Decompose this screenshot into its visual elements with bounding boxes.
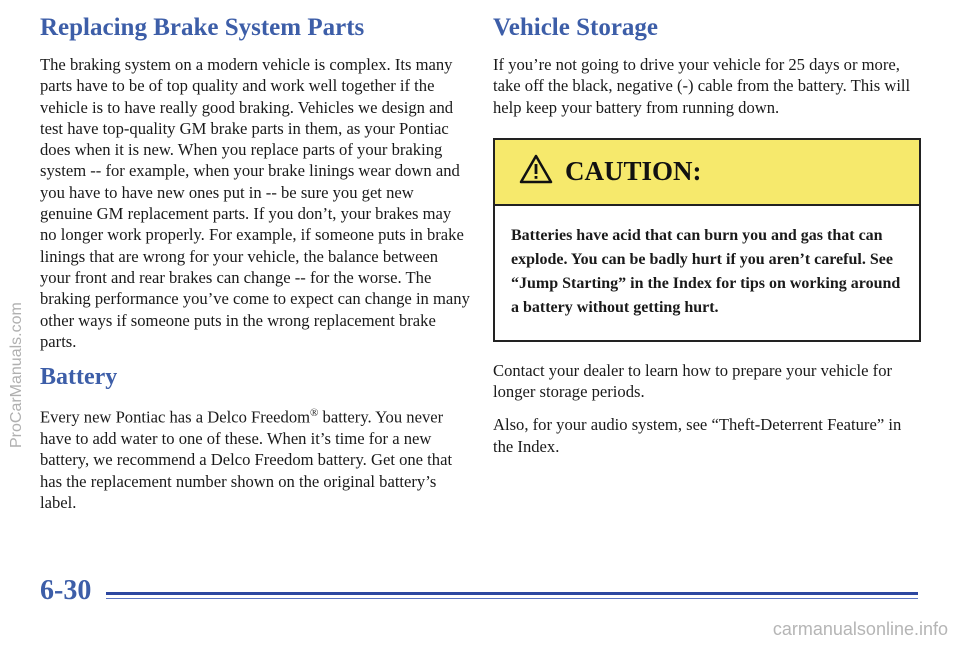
footer-rule <box>106 592 918 595</box>
vehicle-storage-heading: Vehicle Storage <box>493 14 659 41</box>
brake-parts-paragraph: The braking system on a modern vehicle is complex. Its many parts have to be of top quality and work well together if the vehicle is to have really good braking. Vehicles we design and test have top-quality GM brake parts in them, as your Pontiac does when it is new. When you replace parts of your braking system -- for example, when your brake linings wear down and you have to have new ones put in -- be sure you get new genuine GM replacement parts. If you don’t, your brakes may no longer work properly. For example, if someone puts in brake linings that are wrong for your vehicle, the balance between your front and rear brakes can change -- for the worse. The braking performance you’ve come to expect can change in many other ways if someone puts in the wrong replacement brake parts. <box>40 55 470 351</box>
brake-parts-heading: Replacing Brake System Parts <box>40 14 365 41</box>
bottom-watermark: carmanualsonline.info <box>772 619 948 639</box>
right-column <box>493 14 923 469</box>
registered-mark: ® <box>310 407 319 420</box>
left-column <box>40 14 470 525</box>
audio-system-paragraph: Also, for your audio system, see “Theft-Deterrent Feature” in the Index. <box>493 415 902 456</box>
page-number: 6-30 <box>40 575 92 606</box>
battery-text-after: battery. You never have to add water to one of these. When it’s time for a new battery, we recommend a Delco Freedom battery. Get one that has the replacement number shown on the original battery’s label. <box>40 407 453 512</box>
battery-heading: Battery <box>40 364 118 391</box>
battery-paragraph <box>40 403 470 513</box>
caution-header <box>495 140 919 206</box>
battery-text-before: Every new Pontiac has a Delco Freedom <box>40 407 311 427</box>
caution-title: CAUTION: <box>565 156 702 187</box>
storage-paragraph: If you’re not going to drive your vehicle for 25 days or more, take off the black, negative (-) cable from the battery. This will help keep your battery from running down. <box>493 55 911 117</box>
caution-text: Batteries have acid that can burn you and gas that can explode. You can be badly hurt if you aren’t careful. See “Jump Starting” in the Index for tips on working around a battery without getting hurt. <box>511 226 901 316</box>
warning-triangle-icon <box>519 154 553 189</box>
footer-rule-thin <box>106 598 918 599</box>
side-watermark: ProCarManuals.com <box>8 302 25 448</box>
caution-box <box>493 138 921 342</box>
contact-dealer-paragraph: Contact your dealer to learn how to prepare your vehicle for longer storage periods. <box>493 360 893 402</box>
